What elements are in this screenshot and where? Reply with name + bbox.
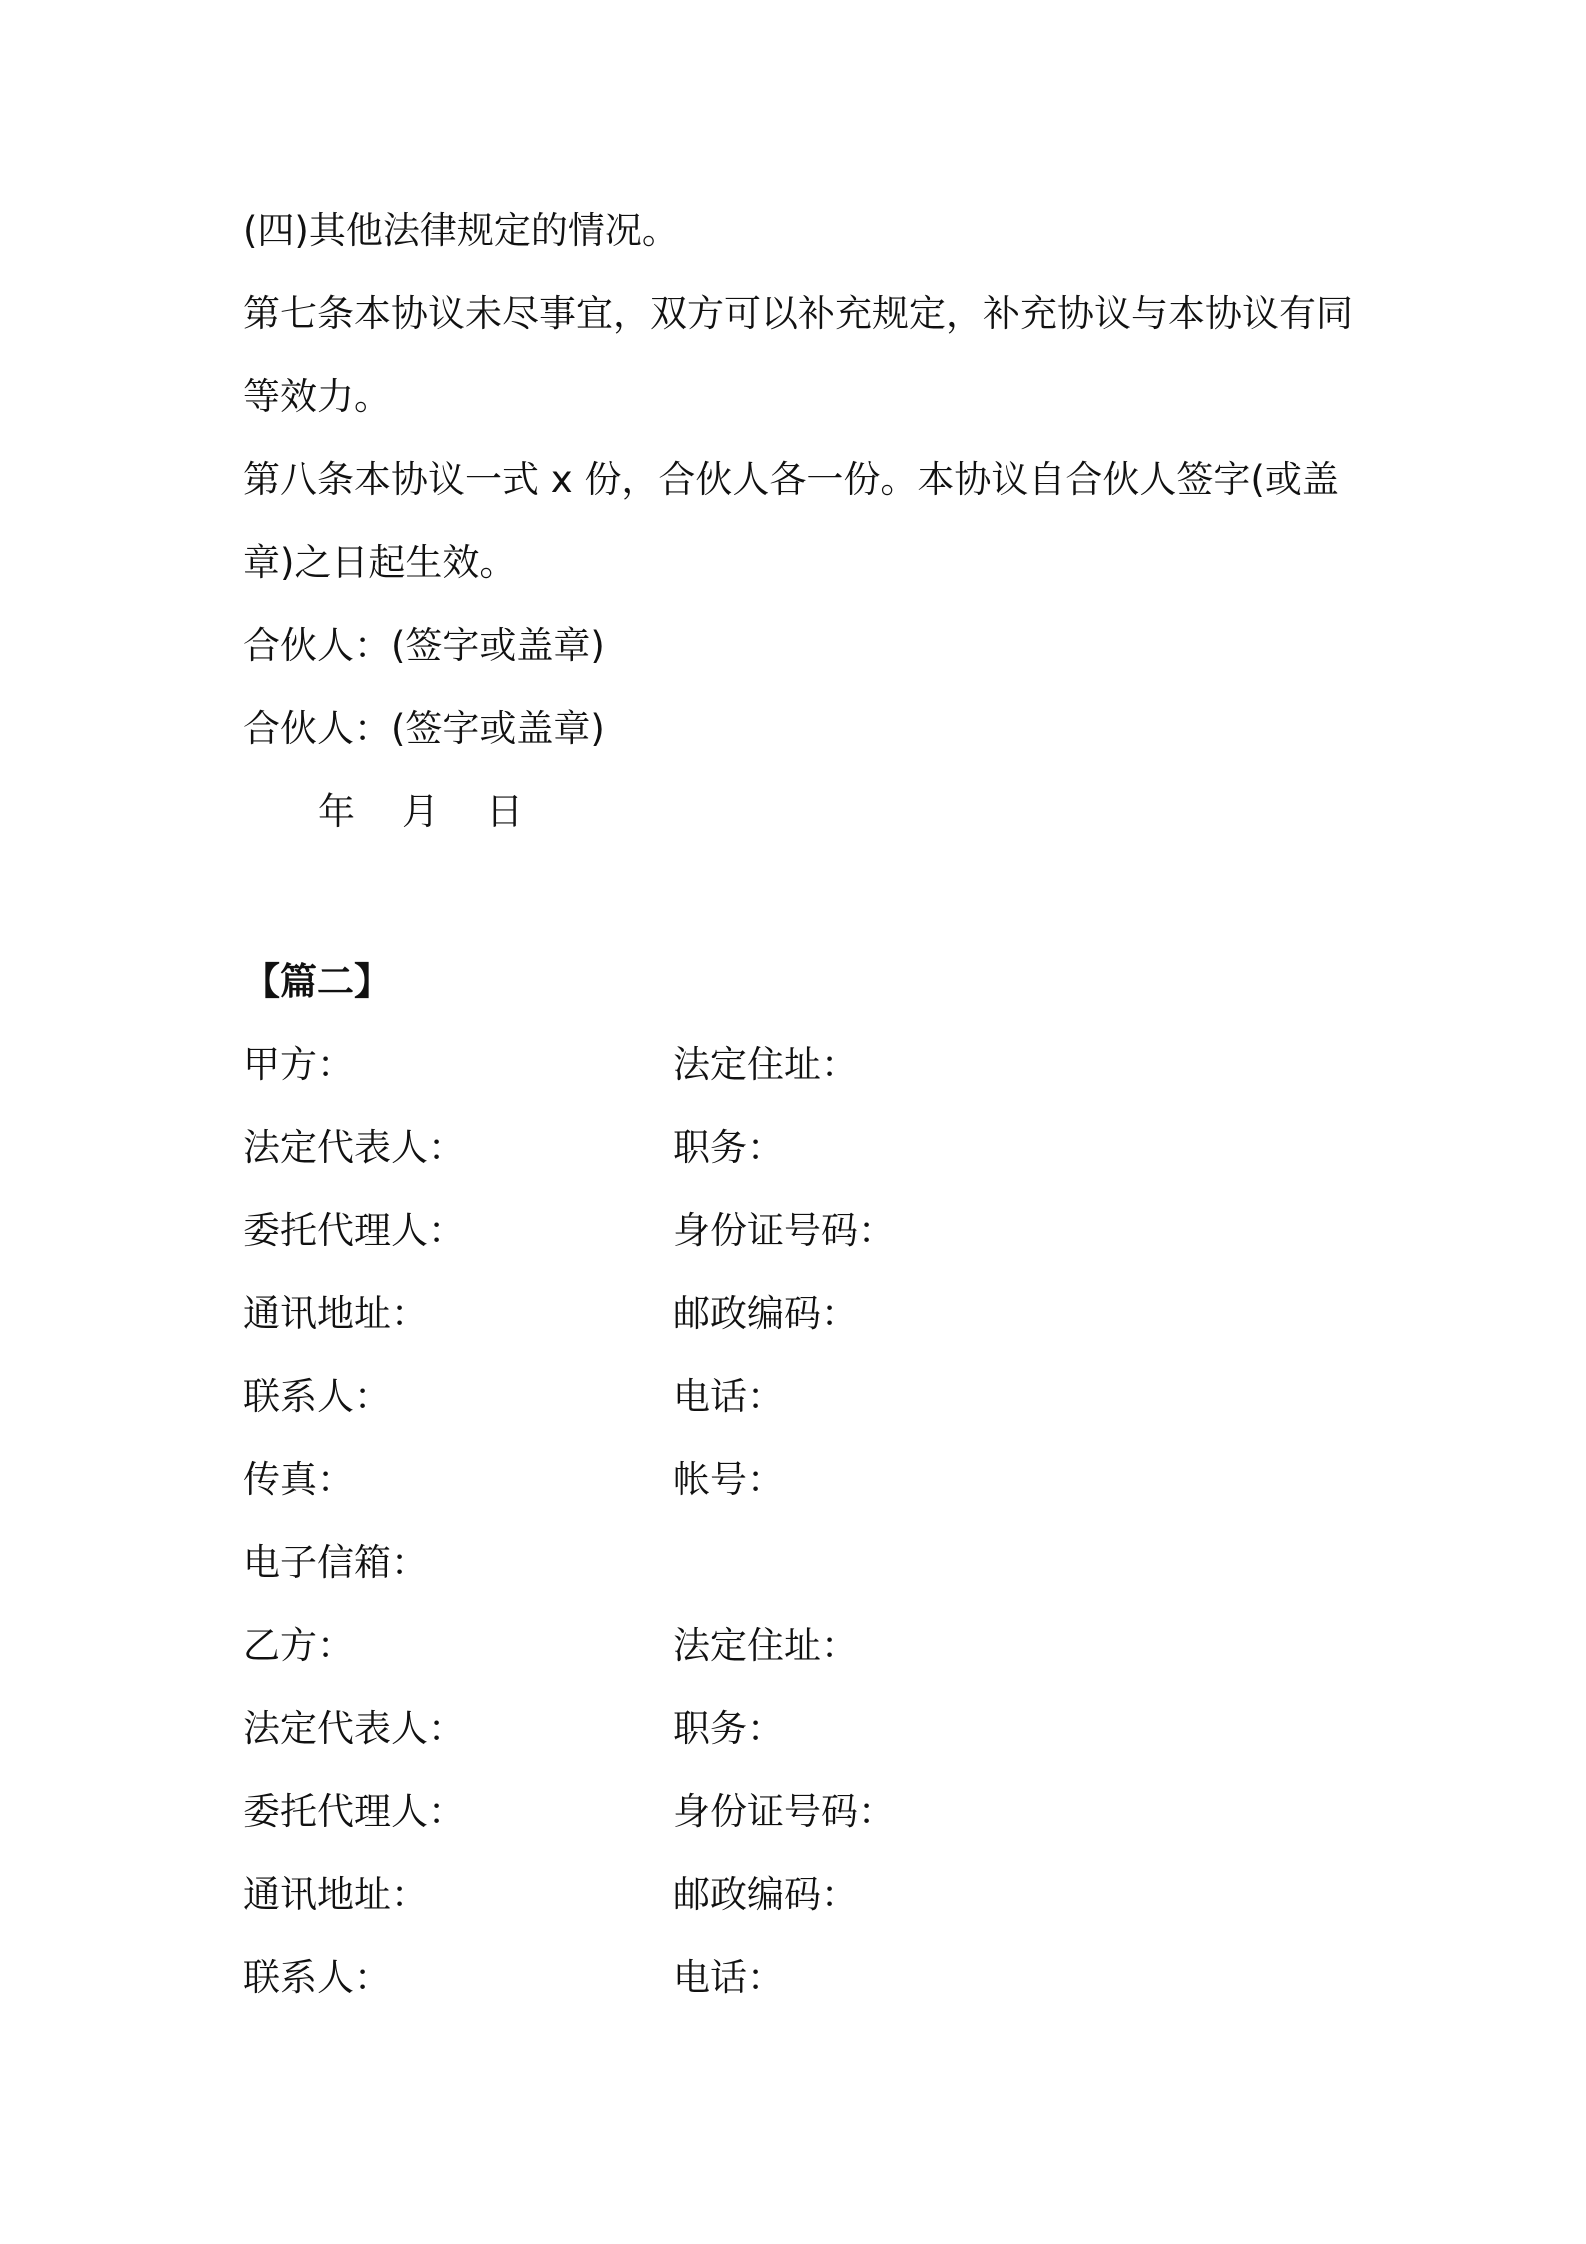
field-label: 委托代理人： xyxy=(243,1209,465,1252)
field-label: 甲方： xyxy=(243,1043,354,1086)
field-label: 委托代理人： xyxy=(243,1790,465,1833)
party-a-row xyxy=(243,1189,1343,1272)
field-label: 法定住址： xyxy=(673,1043,858,1086)
article-eight-line-1: 第八条本协议一式 x 份，合伙人各一份。本协议自合伙人签字(或盖 xyxy=(243,458,1339,501)
field-label: 联系人： xyxy=(243,1375,391,1418)
party-a-row xyxy=(243,1272,1343,1355)
field-label: 乙方： xyxy=(243,1624,354,1667)
partner-signature-1: 合伙人：(签字或盖章) xyxy=(243,624,605,667)
party-b-row xyxy=(243,1687,1343,1770)
party-b-row xyxy=(243,1936,1343,2019)
party-b-row xyxy=(243,1604,1343,1687)
date-line: 年 月 日 xyxy=(318,790,524,833)
partner-signature-2: 合伙人：(签字或盖章) xyxy=(243,707,605,750)
field-label: 帐号： xyxy=(673,1458,784,1501)
field-label: 邮政编码： xyxy=(673,1292,858,1335)
article-eight-line-2: 章)之日起生效。 xyxy=(243,541,517,584)
field-label: 法定住址： xyxy=(673,1624,858,1667)
article-seven-line-1: 第七条本协议未尽事宜，双方可以补充规定，补充协议与本协议有同 xyxy=(243,292,1353,335)
field-label: 法定代表人： xyxy=(243,1707,465,1750)
field-label: 电子信箱： xyxy=(243,1541,428,1584)
party-a-row xyxy=(243,1355,1343,1438)
field-label: 身份证号码： xyxy=(673,1790,895,1833)
party-b-row xyxy=(243,1770,1343,1853)
field-label: 身份证号码： xyxy=(673,1209,895,1252)
field-label: 通讯地址： xyxy=(243,1873,428,1916)
field-label: 电话： xyxy=(673,1956,784,1999)
party-a-row xyxy=(243,1438,1343,1521)
field-label: 邮政编码： xyxy=(673,1873,858,1916)
party-a-row xyxy=(243,1521,1343,1604)
party-a-row xyxy=(243,1023,1343,1106)
article-seven-line-2: 等效力。 xyxy=(243,375,391,418)
field-label: 职务： xyxy=(673,1707,784,1750)
party-b-row xyxy=(243,1853,1343,1936)
field-label: 传真： xyxy=(243,1458,354,1501)
field-label: 通讯地址： xyxy=(243,1292,428,1335)
party-a-row xyxy=(243,1106,1343,1189)
field-label: 职务： xyxy=(673,1126,784,1169)
field-label: 法定代表人： xyxy=(243,1126,465,1169)
field-label: 联系人： xyxy=(243,1956,391,1999)
field-label: 电话： xyxy=(673,1375,784,1418)
section-title: 【篇二】 xyxy=(243,960,391,1003)
clause-other-legal-cases: (四)其他法律规定的情况。 xyxy=(243,209,679,252)
